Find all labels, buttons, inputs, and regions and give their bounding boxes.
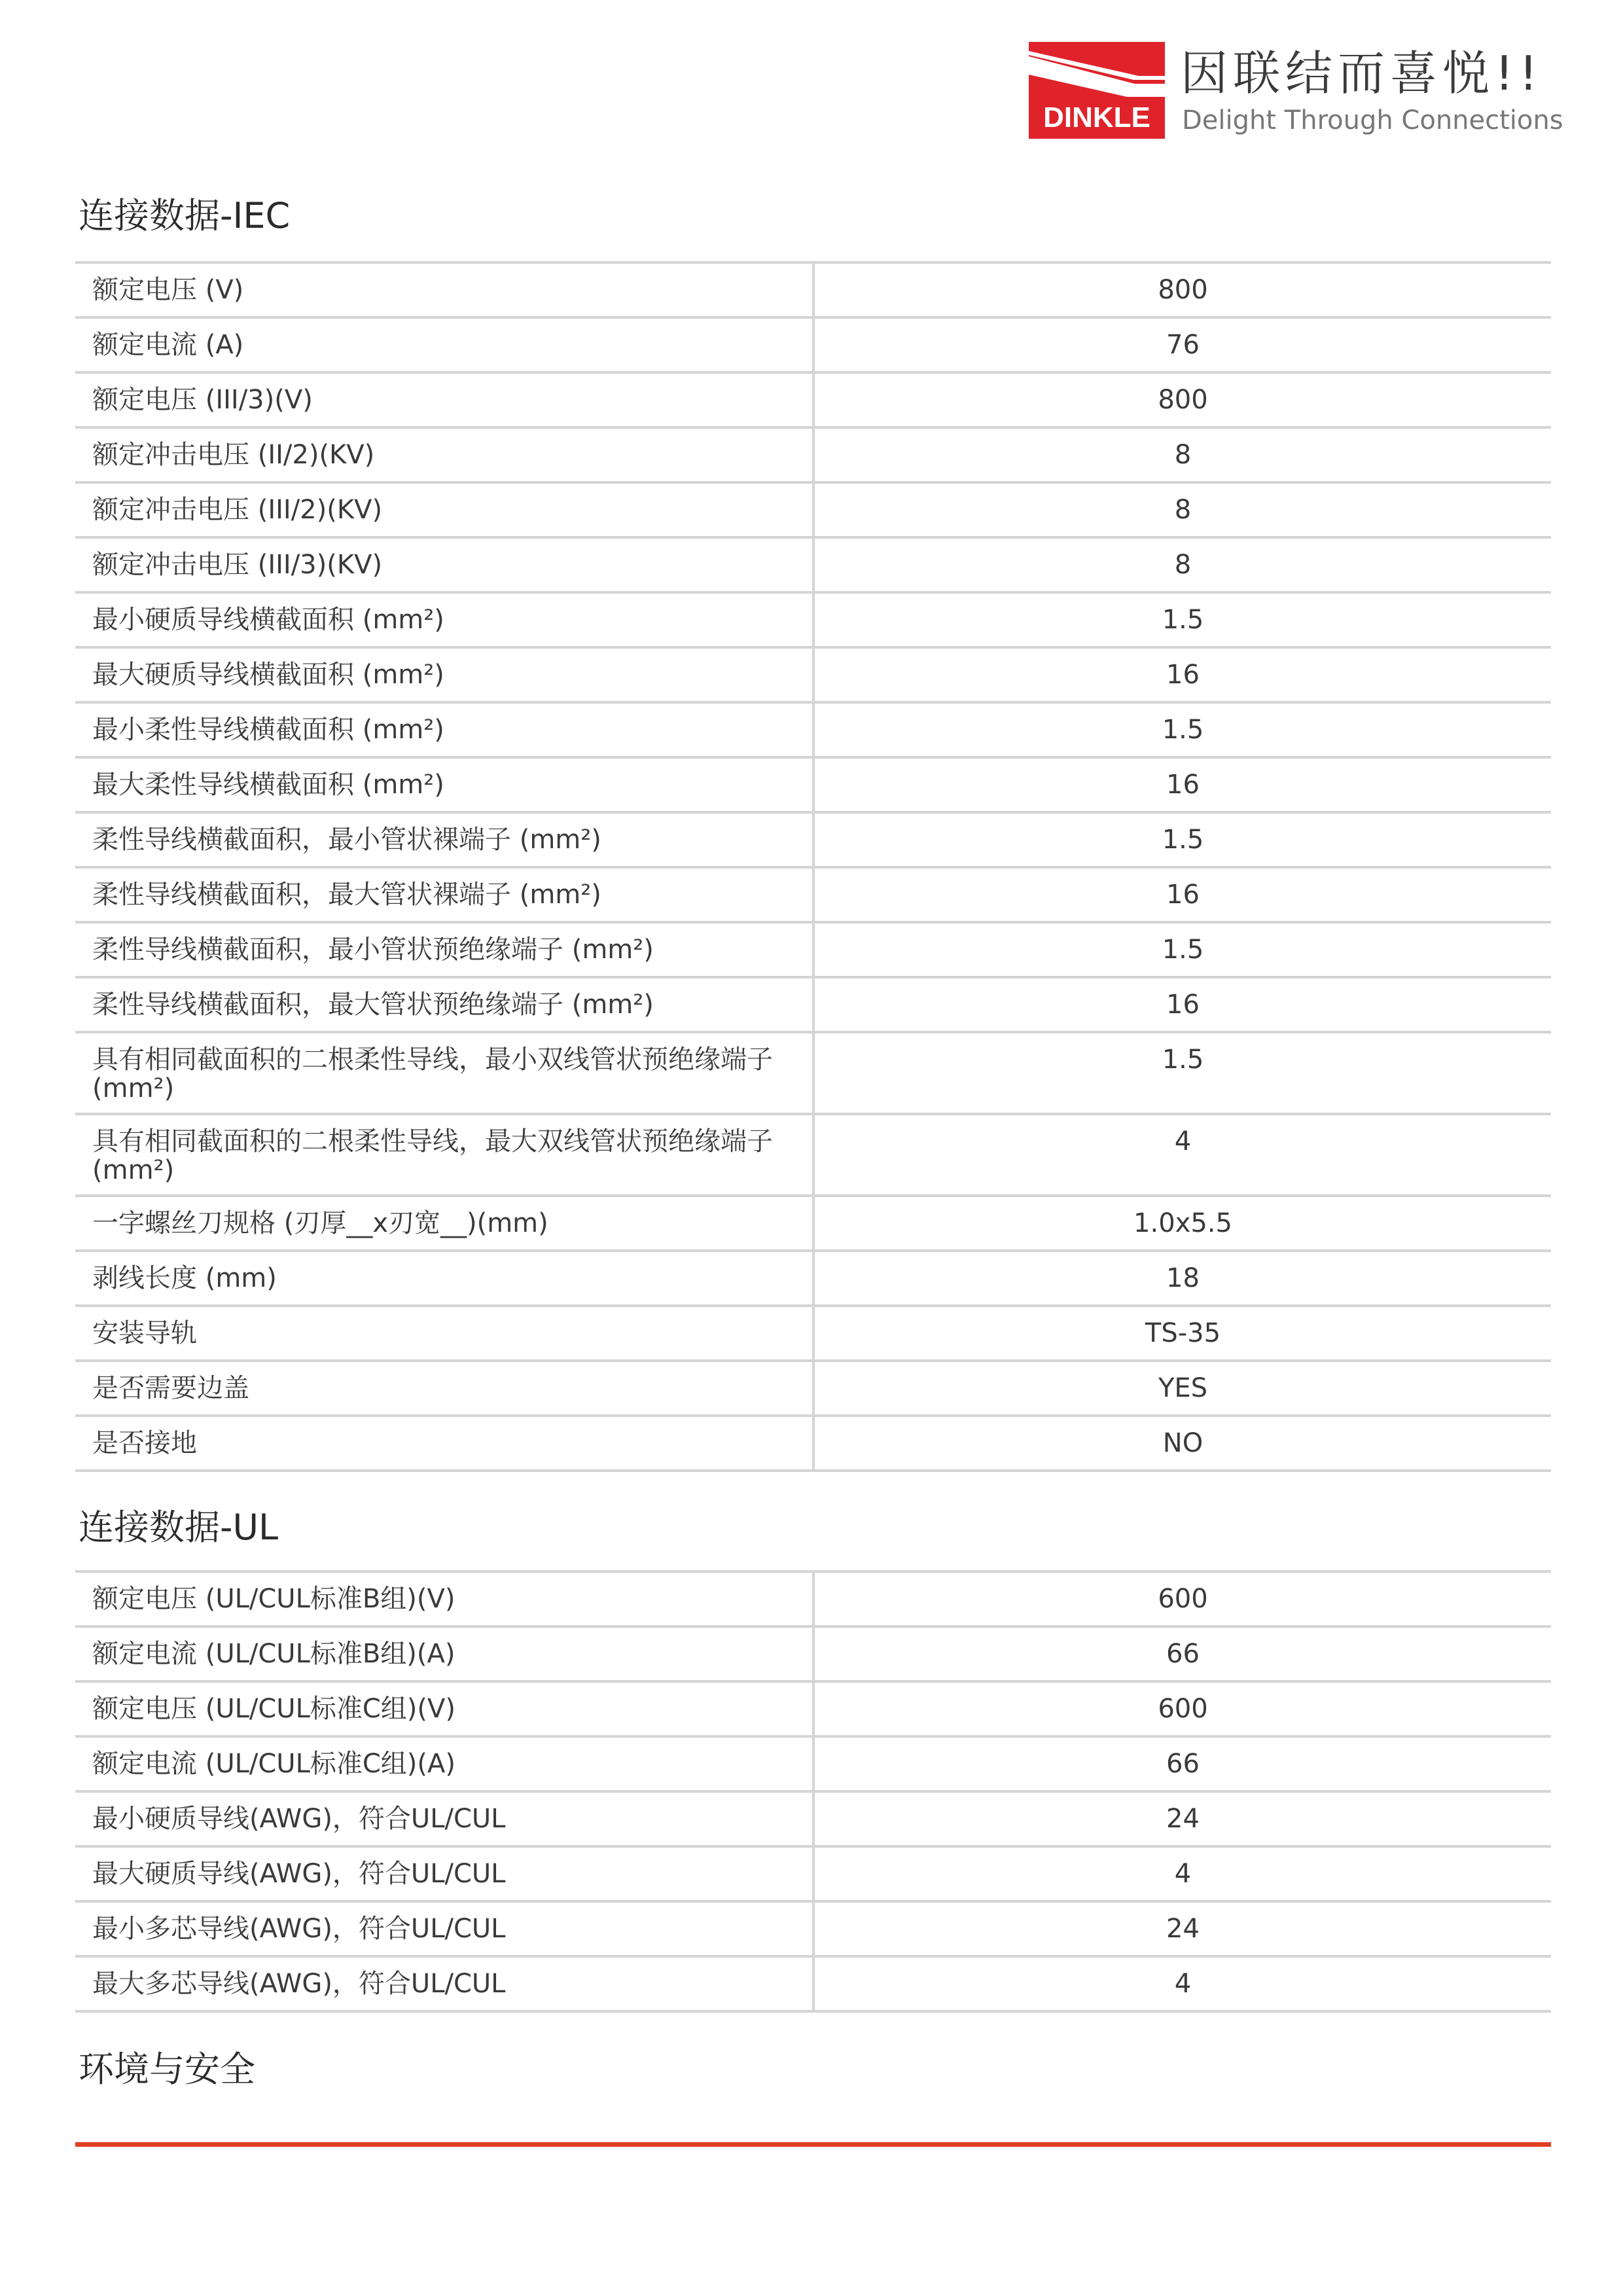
- spec-name: 剥线长度 (mm): [75, 1251, 813, 1306]
- spec-table-iec: [75, 261, 1551, 1472]
- table-row: [75, 1416, 1551, 1471]
- spec-name: 安装导轨: [75, 1306, 813, 1361]
- spec-value: 1.0x5.5: [813, 1196, 1551, 1251]
- table-row: [75, 1626, 1551, 1681]
- spec-name: 是否需要边盖: [75, 1361, 813, 1416]
- section-title-iec: 连接数据-IEC: [79, 195, 291, 236]
- table-row: [75, 262, 1551, 317]
- table-row: [75, 757, 1551, 812]
- table-row: [75, 317, 1551, 372]
- spec-value: 1.5: [813, 922, 1551, 977]
- spec-value: 8: [813, 482, 1551, 537]
- spec-name: 最小柔性导线横截面积 (mm²): [75, 702, 813, 757]
- spec-value: 4: [813, 1956, 1551, 2011]
- spec-value: 8: [813, 427, 1551, 482]
- table-row: [75, 1306, 1551, 1361]
- table-row: [75, 427, 1551, 482]
- spec-name: 额定冲击电压 (III/2)(KV): [75, 482, 813, 537]
- spec-value: 1.5: [813, 592, 1551, 647]
- spec-name: 最小硬质导线横截面积 (mm²): [75, 592, 813, 647]
- spec-value: 1.5: [813, 1032, 1551, 1114]
- spec-name: 最小硬质导线(AWG)，符合UL/CUL: [75, 1791, 813, 1846]
- table-row: [75, 1251, 1551, 1306]
- spec-name: 最大硬质导线横截面积 (mm²): [75, 647, 813, 702]
- spec-name: 具有相同截面积的二根柔性导线，最大双线管状预绝缘端子 (mm²): [75, 1114, 813, 1196]
- table-row: [75, 922, 1551, 977]
- svg-text:DINKLE: DINKLE: [1043, 101, 1150, 134]
- spec-table-ul: [75, 1570, 1551, 2013]
- table-row: [75, 1361, 1551, 1416]
- table-row: [75, 1114, 1551, 1196]
- table-row: [75, 592, 1551, 647]
- table-row: [75, 1681, 1551, 1736]
- spec-value: 4: [813, 1846, 1551, 1901]
- spec-name: 一字螺丝刀规格 (刃厚__x刃宽__)(mm): [75, 1196, 813, 1251]
- section-title-ul: 连接数据-UL: [79, 1507, 279, 1548]
- spec-value: 800: [813, 262, 1551, 317]
- spec-name: 最大多芯导线(AWG)，符合UL/CUL: [75, 1956, 813, 2011]
- spec-name: 最大硬质导线(AWG)，符合UL/CUL: [75, 1846, 813, 1901]
- spec-name: 柔性导线横截面积，最大管状裸端子 (mm²): [75, 867, 813, 922]
- spec-name: 最小多芯导线(AWG)，符合UL/CUL: [75, 1901, 813, 1956]
- spec-name: 额定电流 (A): [75, 317, 813, 372]
- section-title-env: 环境与安全: [79, 2049, 255, 2090]
- spec-name: 是否接地: [75, 1416, 813, 1471]
- spec-name: 额定冲击电压 (II/2)(KV): [75, 427, 813, 482]
- spec-value: 24: [813, 1791, 1551, 1846]
- spec-value: 66: [813, 1626, 1551, 1681]
- spec-value: 16: [813, 757, 1551, 812]
- table-row: [75, 812, 1551, 867]
- table-row: [75, 537, 1551, 592]
- table-row: [75, 1901, 1551, 1956]
- spec-value: NO: [813, 1416, 1551, 1471]
- table-row: [75, 867, 1551, 922]
- spec-value: 600: [813, 1681, 1551, 1736]
- table-row: [75, 1791, 1551, 1846]
- table-row: [75, 1032, 1551, 1114]
- bottom-divider: [75, 2142, 1551, 2147]
- spec-value: 4: [813, 1114, 1551, 1196]
- table-row: [75, 1736, 1551, 1791]
- spec-name: 柔性导线横截面积，最小管状预绝缘端子 (mm²): [75, 922, 813, 977]
- table-row: [75, 977, 1551, 1032]
- spec-value: 76: [813, 317, 1551, 372]
- spec-name: 额定电压 (UL/CUL标准C组)(V): [75, 1681, 813, 1736]
- brand-tagline-en: Delight Through Connections: [1182, 105, 1563, 135]
- table-row: [75, 647, 1551, 702]
- spec-name: 最大柔性导线横截面积 (mm²): [75, 757, 813, 812]
- spec-name: 具有相同截面积的二根柔性导线，最小双线管状预绝缘端子 (mm²): [75, 1032, 813, 1114]
- spec-value: 1.5: [813, 812, 1551, 867]
- spec-name: 额定电压 (UL/CUL标准B组)(V): [75, 1571, 813, 1626]
- spec-name: 柔性导线横截面积，最小管状裸端子 (mm²): [75, 812, 813, 867]
- spec-value: 18: [813, 1251, 1551, 1306]
- table-row: [75, 372, 1551, 427]
- table-row: [75, 1956, 1551, 2011]
- brand-tagline-cn: 因联结而喜悦!!: [1181, 46, 1543, 101]
- brand-logo: [1029, 42, 1563, 140]
- spec-name: 额定电流 (UL/CUL标准C组)(A): [75, 1736, 813, 1791]
- spec-value: TS-35: [813, 1306, 1551, 1361]
- spec-name: 额定电流 (UL/CUL标准B组)(A): [75, 1626, 813, 1681]
- table-row: [75, 1846, 1551, 1901]
- spec-value: 16: [813, 647, 1551, 702]
- table-row: [75, 482, 1551, 537]
- spec-value: 600: [813, 1571, 1551, 1626]
- spec-value: 16: [813, 867, 1551, 922]
- spec-name: 额定电压 (III/3)(V): [75, 372, 813, 427]
- dinkle-logo-icon: [1029, 42, 1165, 139]
- spec-value: 8: [813, 537, 1551, 592]
- spec-name: 额定电压 (V): [75, 262, 813, 317]
- spec-value: YES: [813, 1361, 1551, 1416]
- spec-value: 800: [813, 372, 1551, 427]
- table-row: [75, 1571, 1551, 1626]
- table-row: [75, 702, 1551, 757]
- spec-value: 1.5: [813, 702, 1551, 757]
- table-row: [75, 1196, 1551, 1251]
- spec-value: 66: [813, 1736, 1551, 1791]
- spec-value: 24: [813, 1901, 1551, 1956]
- spec-name: 额定冲击电压 (III/3)(KV): [75, 537, 813, 592]
- spec-name: 柔性导线横截面积，最大管状预绝缘端子 (mm²): [75, 977, 813, 1032]
- spec-value: 16: [813, 977, 1551, 1032]
